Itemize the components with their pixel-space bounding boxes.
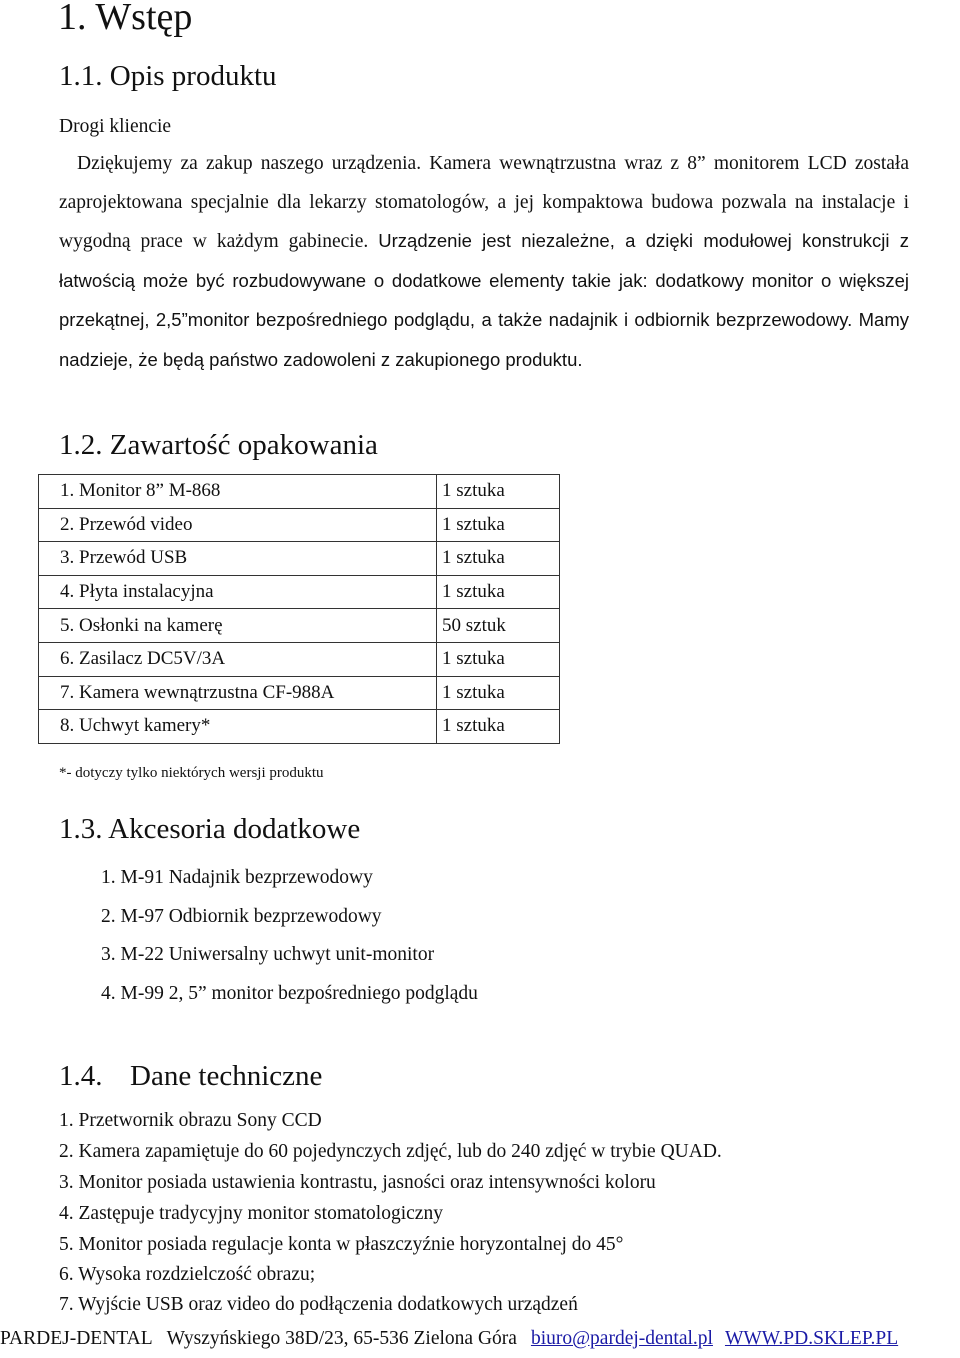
page-heading: 1. Wstęp (58, 0, 193, 38)
list-item: 2. M-97 Odbiornik bezprzewodowy (101, 906, 382, 927)
list-item: 6. Wysoka rozdzielczość obrazu; (59, 1264, 316, 1285)
item-quantity: 1 sztuka (437, 575, 560, 609)
item-name: 4. Płyta instalacyjna (39, 575, 437, 609)
list-item: 1. Przetwornik obrazu Sony CCD (59, 1110, 322, 1131)
table-row (39, 676, 560, 710)
footer-company: PARDEJ-DENTAL (0, 1328, 153, 1349)
table-row (39, 508, 560, 542)
item-name: 5. Osłonki na kamerę (39, 609, 437, 643)
footer-address: Wyszyńskiego 38D/23, 65-536 Zielona Góra (166, 1328, 517, 1349)
item-quantity: 1 sztuka (437, 676, 560, 710)
list-item: 7. Wyjście USB oraz video do podłączenia dodatkowych urządzeń (59, 1294, 578, 1315)
list-item: 4. Zastępuje tradycyjny monitor stomatologiczny (59, 1203, 443, 1224)
list-item: 1. M-91 Nadajnik bezprzewodowy (101, 867, 373, 888)
item-quantity: 1 sztuka (437, 508, 560, 542)
item-quantity: 1 sztuka (437, 642, 560, 676)
list-item: 4. M-99 2, 5” monitor bezpośredniego podglądu (101, 983, 478, 1004)
item-name: 3. Przewód USB (39, 542, 437, 576)
footer-email-link[interactable]: biuro@pardej-dental.pl (530, 1328, 713, 1349)
section-1-4-number: 1.4. (59, 1060, 103, 1092)
list-item: 3. Monitor posiada ustawienia kontrastu, jasności oraz intensywności koloru (59, 1172, 656, 1193)
section-1-4-title: Dane techniczne (130, 1060, 323, 1092)
list-item: 2. Kamera zapamiętuje do 60 pojedynczych zdjęć, lub do 240 zdjęć w trybie QUAD. (59, 1141, 722, 1162)
item-name: 2. Przewód video (39, 508, 437, 542)
section-1-2-title: 1.2. Zawartość opakowania (59, 429, 378, 461)
intro-text-part1: Dziękujemy za zakup naszego urządzenia. Kamera wewnątrzustna wraz z 8” monitorem LCD została zaprojektowana specjalnie dla lekarzy stomatologów, a jej kompaktowa budowa pozwala na instalacje i wygodną prace w każdym gabinecie. (59, 153, 909, 252)
table-row (39, 710, 560, 744)
item-name: 7. Kamera wewnątrzustna CF-988A (39, 676, 437, 710)
intro-text-part2: Urządzenie jest niezależne, a dzięki modułowej konstrukcji z łatwością może być rozbudowywane o dodatkowe elementy takie jak: dodatkowy monitor o większej przekątnej, 2,5”monitor bezpośredniego podglądu, a także nadajnik i odbiornik bezprzewodowy. Mamy nadzieje, że będą państwo zadowoleni z zakupionego produktu. (59, 230, 909, 370)
section-1-3-title: 1.3. Akcesoria dodatkowe (59, 813, 361, 845)
table-row (39, 609, 560, 643)
intro-paragraph (59, 145, 909, 380)
footer-website-link[interactable]: WWW.PD.SKLEP.PL (724, 1328, 899, 1349)
greeting: Drogi kliencie (59, 116, 172, 137)
table-row (39, 642, 560, 676)
list-item: 5. Monitor posiada regulacje konta w płaszczyźnie horyzontalnej do 45° (59, 1234, 624, 1255)
table-row (39, 575, 560, 609)
item-name: 6. Zasilacz DC5V/3A (39, 642, 437, 676)
item-quantity: 1 sztuka (437, 710, 560, 744)
item-quantity: 1 sztuka (437, 542, 560, 576)
item-name: 1. Monitor 8” M-868 (39, 475, 437, 509)
item-quantity: 1 sztuka (437, 475, 560, 509)
section-1-1-title: 1.1. Opis produktu (59, 60, 277, 92)
item-quantity: 50 sztuk (437, 609, 560, 643)
page-footer (0, 1328, 898, 1350)
table-row (39, 542, 560, 576)
table-row (39, 475, 560, 509)
package-contents-table (38, 474, 560, 744)
item-name: 8. Uchwyt kamery* (39, 710, 437, 744)
table-footnote: *- dotyczy tylko niektórych wersji produktu (59, 765, 324, 781)
list-item: 3. M-22 Uniwersalny uchwyt unit-monitor (101, 944, 435, 965)
